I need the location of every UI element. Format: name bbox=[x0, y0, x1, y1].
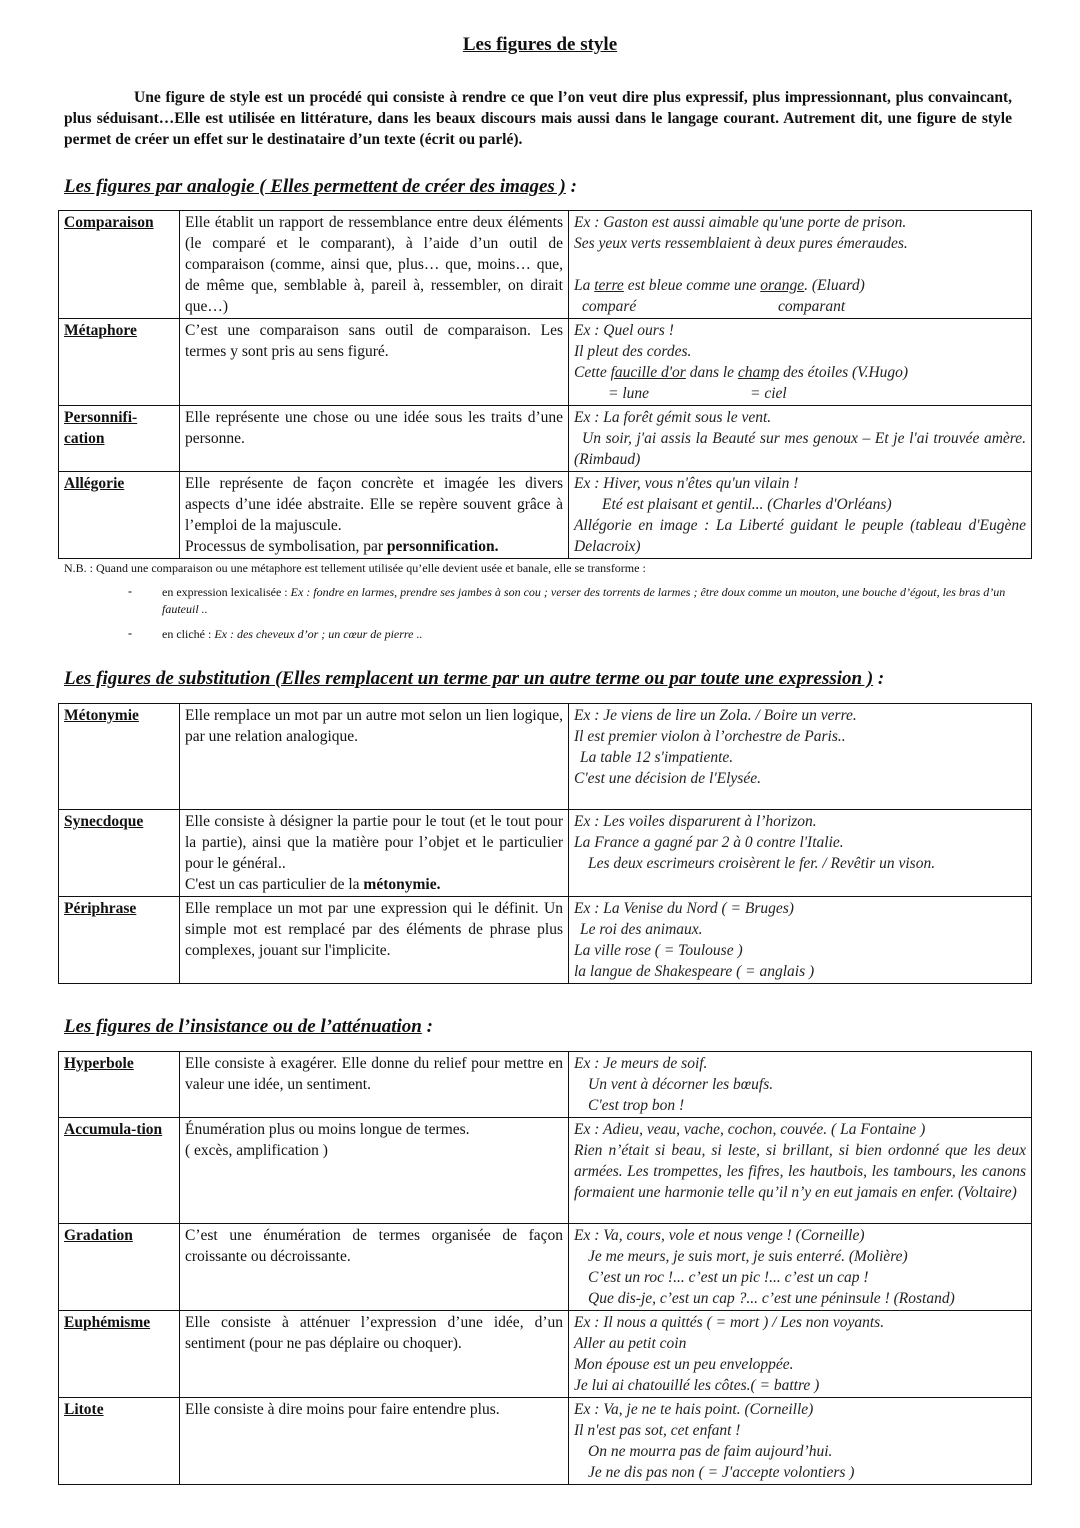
table-row bbox=[59, 1224, 1032, 1311]
list-item: - en expression lexicalisée : Ex : fondre en larmes, prendre ses jambes à son cou ; verser des torrents de larmes ; être doux comme un mouton, une bouche d’égout, les bras d’un fauteuil .. bbox=[128, 584, 1006, 616]
definition-cell: C’est une comparaison sans outil de comparaison. Les termes y sont pris au sens figuré. bbox=[180, 319, 569, 406]
example-cell: Ex : Je meurs de soif. Un vent à décorner les bœufs. C'est trop bon ! bbox=[569, 1052, 1032, 1118]
table-row bbox=[59, 1311, 1032, 1398]
definition-cell: Elle remplace un mot par une expression qui le définit. Un simple mot est remplacé par des éléments de phrase plus complexes, jouant sur l'implicite. bbox=[180, 897, 569, 984]
table-row bbox=[59, 1052, 1032, 1118]
term-cell: Métaphore bbox=[59, 319, 180, 406]
table-row bbox=[59, 1118, 1032, 1224]
definition-cell: Elle consiste à atténuer l’expression d’une idée, d’un sentiment (pour ne pas déplaire ou choquer). bbox=[180, 1311, 569, 1398]
section-heading-analogie: Les figures par analogie ( Elles permettent de créer des images ) : bbox=[64, 176, 577, 197]
example-cell: Ex : Je viens de lire un Zola. / Boire un verre. Il est premier violon à l’orchestre de Paris.. La table 12 s'impatiente. C'est une décision de l'Elysée. bbox=[569, 704, 1032, 810]
example-cell: Ex : Il nous a quittés ( = mort ) / Les non voyants. Aller au petit coin Mon épouse est un peu enveloppée. Je lui ai chatouillé les côtes.( = battre ) bbox=[569, 1311, 1032, 1398]
term-cell: Litote bbox=[59, 1398, 180, 1485]
table-row bbox=[59, 211, 1032, 319]
table-analogie bbox=[58, 210, 1032, 559]
example-cell: Ex : Va, cours, vole et nous venge ! (Corneille) Je me meurs, je suis mort, je suis enterré. (Molière) C’est un roc !... c’est un pic !... c’est un cap ! Que dis-je, c’est un cap ?... c’est une péninsule ! (Rostand) bbox=[569, 1224, 1032, 1311]
nb-note: N.B. : Quand une comparaison ou une métaphore est tellement utilisée qu’elle devient usée et banale, elle se transforme : - en expression lexicalisée : Ex : fondre en larmes, prendre ses jambes à son cou ; verser des torrents de larmes ; être doux comme un mouton, une bouche d’égout, les bras d’un fauteuil .. - en cliché : Ex : des cheveux d’or ; un cœur de pierre .. bbox=[64, 561, 1024, 643]
intro-paragraph: Une figure de style est un procédé qui consiste à rendre ce que l’on veut dire plus expressif, plus impressionnant, plus convaincant, plus séduisant…Elle est utilisée en littérature, dans les beaux discours mais aussi dans le langage courant. Autrement dit, une figure de style permet de créer un effet sur le destinataire d’un texte (écrit ou parlé). bbox=[64, 89, 1012, 148]
table-row bbox=[59, 897, 1032, 984]
example-cell: Ex : Gaston est aussi aimable qu'une porte de prison. Ses yeux verts ressemblaient à deux pures émeraudes. La terre est bleue comme une orange. (Eluard) comparé comparant bbox=[569, 211, 1032, 319]
list-item: - en cliché : Ex : des cheveux d’or ; un cœur de pierre .. bbox=[128, 626, 423, 641]
term-cell: Métonymie bbox=[59, 704, 180, 810]
example-cell: Ex : La Venise du Nord ( = Bruges) Le roi des animaux. La ville rose ( = Toulouse ) la langue de Shakespeare ( = anglais ) bbox=[569, 897, 1032, 984]
term-cell: Personnifi-cation bbox=[59, 406, 180, 472]
table-row bbox=[59, 704, 1032, 810]
term-cell: Allégorie bbox=[59, 472, 180, 559]
definition-cell: Elle consiste à désigner la partie pour le tout (et le tout pour la partie), ainsi que la matière pour l’objet et le particulier pour le général.. C'est un cas particulier de la métonymie. bbox=[180, 810, 569, 897]
definition-cell: Elle établit un rapport de ressemblance entre deux éléments (le comparé et le comparant), à l’aide d’un outil de comparaison (comme, ainsi que, plus… que, moins… que, de même que, semblable à, pareil à, ressembler, on dirait que…) bbox=[180, 211, 569, 319]
section-heading-insistance: Les figures de l’insistance ou de l’atténuation : bbox=[64, 1016, 433, 1037]
term-cell: Euphémisme bbox=[59, 1311, 180, 1398]
table-row bbox=[59, 810, 1032, 897]
definition-cell: Elle représente de façon concrète et imagée les divers aspects d’une idée abstraite. Elle se repère souvent grâce à l’emploi de la majuscule. Processus de symbolisation, par personnification. bbox=[180, 472, 569, 559]
table-row bbox=[59, 472, 1032, 559]
definition-cell: Elle remplace un mot par un autre mot selon un lien logique, par une relation analogique. bbox=[180, 704, 569, 810]
term-cell: Gradation bbox=[59, 1224, 180, 1311]
term-cell: Accumula-tion bbox=[59, 1118, 180, 1224]
definition-cell: Elle consiste à dire moins pour faire entendre plus. bbox=[180, 1398, 569, 1485]
table-row bbox=[59, 1398, 1032, 1485]
definition-cell: Elle représente une chose ou une idée sous les traits d’une personne. bbox=[180, 406, 569, 472]
term-cell: Périphrase bbox=[59, 897, 180, 984]
table-row bbox=[59, 406, 1032, 472]
term-cell: Hyperbole bbox=[59, 1052, 180, 1118]
page-title: Les figures de style bbox=[462, 34, 618, 55]
table-insistance bbox=[58, 1051, 1032, 1485]
definition-cell: Elle consiste à exagérer. Elle donne du relief pour mettre en valeur une idée, un sentiment. bbox=[180, 1052, 569, 1118]
term-cell: Comparaison bbox=[59, 211, 180, 319]
term-cell: Synecdoque bbox=[59, 810, 180, 897]
example-cell: Ex : La forêt gémit sous le vent. Un soir, j'ai assis la Beauté sur mes genoux – Et je l'ai trouvée amère. (Rimbaud) bbox=[569, 406, 1032, 472]
definition-cell: Énumération plus ou moins longue de termes. ( excès, amplification ) bbox=[180, 1118, 569, 1224]
example-cell: Ex : Hiver, vous n'êtes qu'un vilain ! Eté est plaisant et gentil... (Charles d'Orléans) Allégorie en image : La Liberté guidant le peuple (tableau d'Eugène Delacroix) bbox=[569, 472, 1032, 559]
section-heading-substitution: Les figures de substitution (Elles remplacent un terme par un autre terme ou par toute une expression ) : bbox=[64, 668, 885, 689]
definition-cell: C’est une énumération de termes organisée de façon croissante ou décroissante. bbox=[180, 1224, 569, 1311]
example-cell: Ex : Adieu, veau, vache, cochon, couvée. ( La Fontaine ) Rien n’était si beau, si leste, si brillant, si bien ordonné que les deux armées. Les trompettes, les fifres, les hautbois, les tambours, les canons formaient une harmonie telle qu’il n’y en eut jamais en enfer. (Voltaire) bbox=[569, 1118, 1032, 1224]
example-cell: Ex : Les voiles disparurent à l’horizon. La France a gagné par 2 à 0 contre l'Italie. Les deux escrimeurs croisèrent le fer. / Revêtir un vison. bbox=[569, 810, 1032, 897]
table-substitution bbox=[58, 703, 1032, 984]
table-row bbox=[59, 319, 1032, 406]
example-cell: Ex : Va, je ne te hais point. (Corneille) Il n'est pas sot, cet enfant ! On ne mourra pas de faim aujourd’hui. Je ne dis pas non ( = J'accepte volontiers ) bbox=[569, 1398, 1032, 1485]
example-cell: Ex : Quel ours ! Il pleut des cordes. Cette faucille d'or dans le champ des étoiles (V.Hugo) = lune = ciel bbox=[569, 319, 1032, 406]
